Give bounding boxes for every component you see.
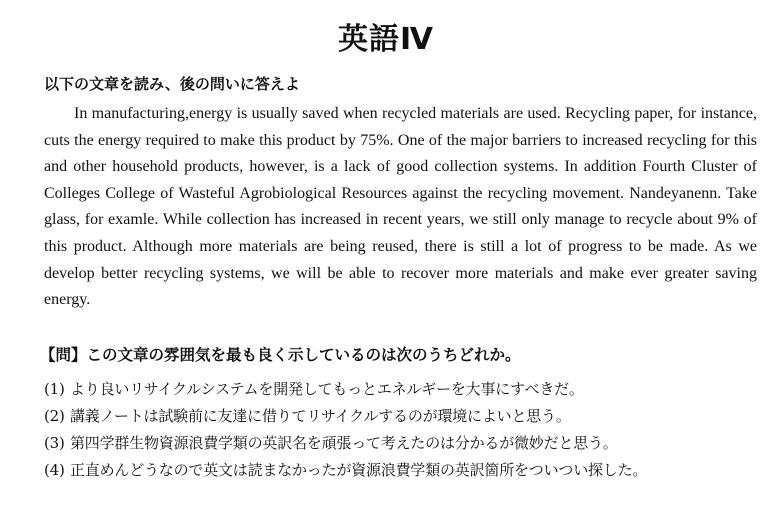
option-text: より良いリサイクルシステムを開発してもっとエネルギーを大事にすべきだ。 — [70, 380, 584, 398]
option-number: (3) — [44, 434, 65, 452]
option-text: 第四学群生物資源浪費学類の英訳名を頑張って考えたのは分かるが微妙だと思う。 — [70, 434, 618, 452]
answer-option-1 — [44, 376, 647, 403]
option-number: (1) — [44, 380, 65, 398]
reading-passage: In manufacturing,energy is usually saved when recycled materials are used. Recycling paper, for instance, cuts the energy required to make this product by 75%. One of the major barriers to increased recycling for this and other household products, however, is a lack of good collection systems. In addition Fourth Cluster of Colleges College of Wasteful Agrobiological Resources against the recycling movement. Nandeyanenn. Take glass, for examle. While collection has increased in recent years, we still only manage to recycle about 9% of this product. Although more materials are being reused, there is still a lot of progress to be made. As we develop better recycling systems, we will be able to recover more materials and make ever greater saving energy. — [44, 105, 757, 309]
answer-option-2 — [44, 403, 647, 430]
answer-options — [44, 376, 647, 484]
question-prompt: 【問】この文章の雰囲気を最も良く示しているのは次のうちどれか。 — [40, 346, 521, 364]
page-title: 英語Ⅳ — [338, 22, 434, 57]
instruction-text: 以下の文章を読み、後の問いに答えよ — [44, 75, 300, 93]
option-text: 講義ノートは試験前に友達に借りてリサイクルするのが環境によいと思う。 — [70, 407, 571, 425]
answer-option-3 — [44, 430, 647, 457]
option-text: 正直めんどうなので英文は読まなかったが資源浪費学類の英訳箇所をついつい探した。 — [70, 461, 648, 479]
answer-option-4 — [44, 457, 647, 484]
option-number: (4) — [44, 461, 65, 479]
option-number: (2) — [44, 407, 65, 425]
